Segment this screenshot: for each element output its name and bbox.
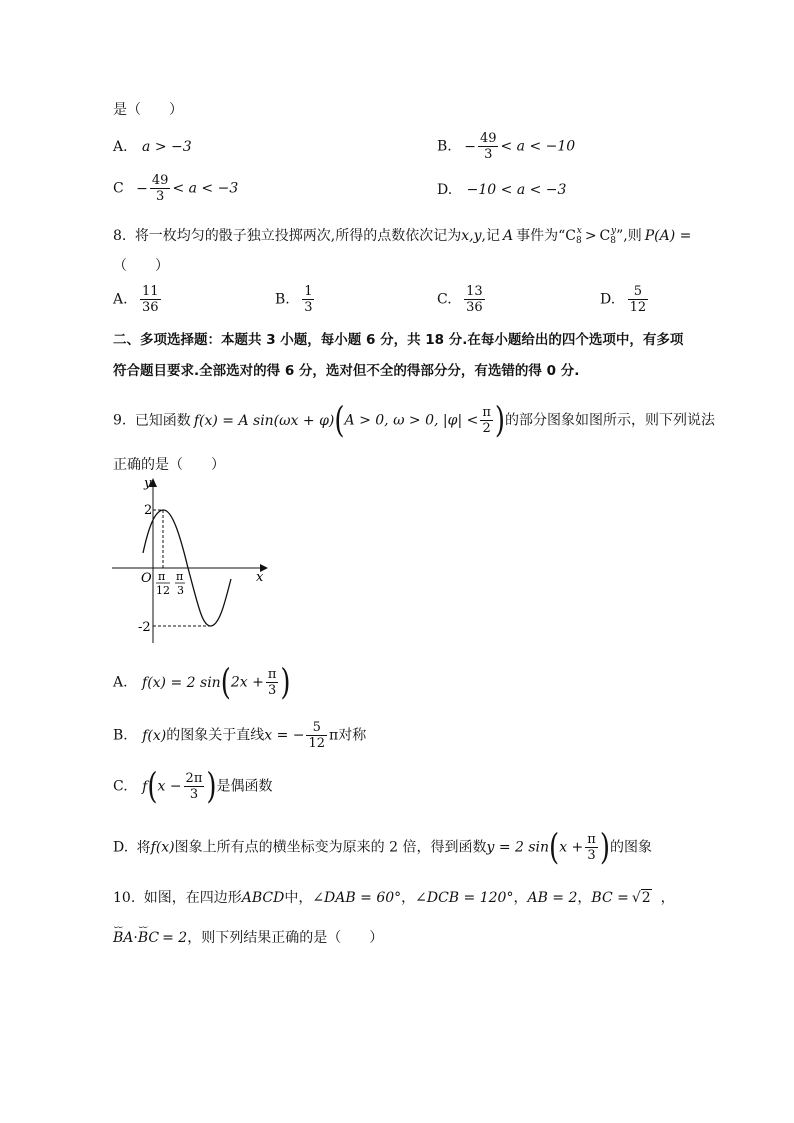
gt-sign: > xyxy=(584,228,597,244)
option-text: 的图象 xyxy=(609,839,652,856)
y-min-label: -2 xyxy=(138,620,151,635)
paren-left: ( xyxy=(549,827,560,868)
option-label: A. xyxy=(113,291,128,308)
stem-text: ”,则 xyxy=(616,228,642,244)
angle-expr: ∠DCB = 120° xyxy=(415,890,514,906)
option-expr: < a < −10 xyxy=(500,138,576,155)
fraction xyxy=(464,284,485,315)
option-label: B. xyxy=(113,727,128,744)
option-expr: f xyxy=(142,778,148,795)
numerator: 11 xyxy=(142,284,159,299)
option-expr: −10 < a < −3 xyxy=(466,182,567,198)
option-label: A. xyxy=(113,139,128,155)
paren-left: ( xyxy=(147,766,158,807)
option-expr: x − xyxy=(157,778,182,795)
q9-option-d xyxy=(113,827,652,868)
tick1-num: π xyxy=(158,570,166,583)
option-label: A. xyxy=(113,674,128,691)
quad-name: ABCD xyxy=(241,890,285,906)
combination-sub: 8 xyxy=(610,236,616,246)
fraction xyxy=(585,832,598,863)
option-label: C xyxy=(113,180,124,197)
origin-label: O xyxy=(141,571,152,586)
vector-eq: = 2 xyxy=(162,930,188,946)
stem-text: ,记 xyxy=(481,228,500,244)
q9-option-a xyxy=(113,662,291,703)
vars: x,y xyxy=(461,228,482,244)
question-number: 10. xyxy=(113,890,136,906)
question-number: 9. xyxy=(113,412,127,429)
x-axis-label: x xyxy=(256,570,264,585)
q8-stem xyxy=(113,221,691,251)
stem-text: 已知函数 xyxy=(134,412,191,429)
denominator: 3 xyxy=(484,147,493,162)
q8-blank: （ ） xyxy=(113,258,169,274)
sqrt-value: 2 xyxy=(641,890,651,906)
q9-option-b xyxy=(113,720,366,751)
denominator: 36 xyxy=(466,300,483,315)
probability-expr: P(A) = xyxy=(644,228,692,244)
option-expr: f(x) xyxy=(142,727,167,744)
numerator: 13 xyxy=(466,284,483,299)
fraction xyxy=(628,284,649,315)
numerator: 49 xyxy=(479,131,497,146)
option-text: 将 xyxy=(136,839,151,856)
stem-text: 将一枚均匀的骰子独立投掷两次,所得的点数依次记为 xyxy=(134,228,462,244)
option-expr: 2x + xyxy=(230,674,264,691)
length-expr: BC = xyxy=(591,890,629,906)
denominator: 36 xyxy=(142,300,159,315)
option-label: B. xyxy=(437,138,452,155)
stem-text: 如图，在四边形 xyxy=(143,890,242,906)
denominator: 3 xyxy=(267,683,277,698)
combination-sup: x xyxy=(576,226,582,236)
denominator: 2 xyxy=(482,421,491,436)
section2-line1: 二、多项选择题：本题共 3 小题，每小题 6 分，共 18 分.在每小题给出的四个选项中，有多项 xyxy=(113,332,684,348)
option-text: π对称 xyxy=(329,727,367,744)
stem-text: 事件为“ xyxy=(516,228,566,244)
combination-sup: y xyxy=(611,226,617,236)
fraction xyxy=(184,771,205,802)
numerator: 1 xyxy=(304,284,313,299)
paren-left: ( xyxy=(334,400,345,441)
option-expr: a > −3 xyxy=(142,139,192,155)
denominator: 3 xyxy=(304,300,313,315)
q9-sine-graph xyxy=(110,475,270,645)
tick1-den: 12 xyxy=(156,584,170,597)
option-expr: x = − xyxy=(264,727,305,744)
q9-stem-line2: 正确的是（ ） xyxy=(113,457,225,473)
paren-right: ) xyxy=(280,662,291,703)
q7-option-c xyxy=(113,173,238,204)
stem-text: 中， xyxy=(284,890,313,906)
paren-right: ) xyxy=(599,827,610,868)
q7-blank: 是（ ） xyxy=(113,102,183,118)
numerator: 2π xyxy=(185,771,203,786)
fraction xyxy=(480,405,493,436)
q10-stem: 10. 如图，在四边形ABCD中，∠DAB = 60°，∠DCB = 120°，AB = 2，BC = √2 ， xyxy=(113,890,675,906)
tick2-den: 3 xyxy=(177,584,184,597)
vector-bc: ⌣⌣ BC xyxy=(138,928,159,948)
denominator: 12 xyxy=(308,736,326,751)
fraction xyxy=(150,173,171,204)
stem-text: ，则下列结果正确的是（ ） xyxy=(187,930,384,946)
neg-sign: − xyxy=(136,180,148,197)
q9-stem xyxy=(113,400,716,441)
combination-symbol: C xyxy=(599,228,611,244)
q10-stem-line2 xyxy=(113,928,383,948)
stem-text: 的部分图象如图所示，则下列说法 xyxy=(505,412,716,429)
option-text: 的图象关于直线 xyxy=(166,727,265,744)
q7-option-b xyxy=(437,131,575,162)
numerator: π xyxy=(267,667,277,682)
fraction xyxy=(140,284,161,315)
numerator: π xyxy=(587,832,596,847)
event-symbol: A xyxy=(502,228,514,244)
condition-expr: A > 0, ω > 0, |φ| < xyxy=(344,412,479,429)
fraction xyxy=(302,284,314,315)
q8-option-b xyxy=(275,284,316,315)
fraction xyxy=(306,720,327,751)
option-text: 是偶函数 xyxy=(216,778,273,795)
q8-option-c xyxy=(437,284,487,315)
denominator: 3 xyxy=(587,848,596,863)
q9-option-c xyxy=(113,766,273,807)
option-label: C. xyxy=(113,778,128,795)
denominator: 3 xyxy=(156,189,165,204)
numerator: 49 xyxy=(151,173,169,188)
q8-option-a xyxy=(113,284,163,315)
option-label: D. xyxy=(437,182,453,198)
paren-left: ( xyxy=(220,662,231,703)
option-expr: y = 2 sin xyxy=(486,839,550,856)
y-max-label: 2 xyxy=(144,503,153,518)
numerator: π xyxy=(482,405,491,420)
angle-expr: ∠DAB = 60° xyxy=(312,890,402,906)
denominator: 3 xyxy=(189,787,199,802)
question-number: 8. xyxy=(113,228,127,244)
section2-line2: 符合题目要求.全部选对的得 6 分，选对但不全的得部分分，有选错的得 0 分. xyxy=(113,363,580,379)
q8-option-d xyxy=(600,284,650,315)
combination-sub: 8 xyxy=(576,236,582,246)
option-text: 图象上所有点的横坐标变为原来的 2 倍，得到函数 xyxy=(174,839,487,856)
y-axis-label: y xyxy=(144,476,152,491)
length-expr: AB = 2 xyxy=(527,890,578,906)
option-label: D. xyxy=(113,839,129,856)
combination-symbol: C xyxy=(565,228,576,244)
denominator: 12 xyxy=(629,300,647,315)
option-expr: f(x) = 2 sin xyxy=(142,674,221,691)
option-expr: < a < −3 xyxy=(172,180,239,197)
q7-option-d xyxy=(437,180,566,200)
option-label: C. xyxy=(437,291,452,308)
neg-sign: − xyxy=(464,138,476,155)
option-expr: f(x) xyxy=(150,839,175,856)
fraction xyxy=(266,667,279,698)
tick2-num: π xyxy=(176,570,184,583)
paren-right: ) xyxy=(494,400,506,441)
numerator: 5 xyxy=(306,720,327,736)
function-expr: f(x) = A sin(ωx + φ) xyxy=(193,412,335,429)
option-expr: x + xyxy=(559,839,584,856)
q7-option-a xyxy=(113,137,192,157)
dot-sign: · xyxy=(133,930,138,946)
numerator: 5 xyxy=(628,284,649,300)
fraction xyxy=(478,131,499,162)
option-label: B. xyxy=(275,291,290,308)
paren-right: ) xyxy=(206,766,217,807)
option-label: D. xyxy=(600,291,616,308)
vector-ba: ⌣⌣ BA xyxy=(113,928,133,948)
